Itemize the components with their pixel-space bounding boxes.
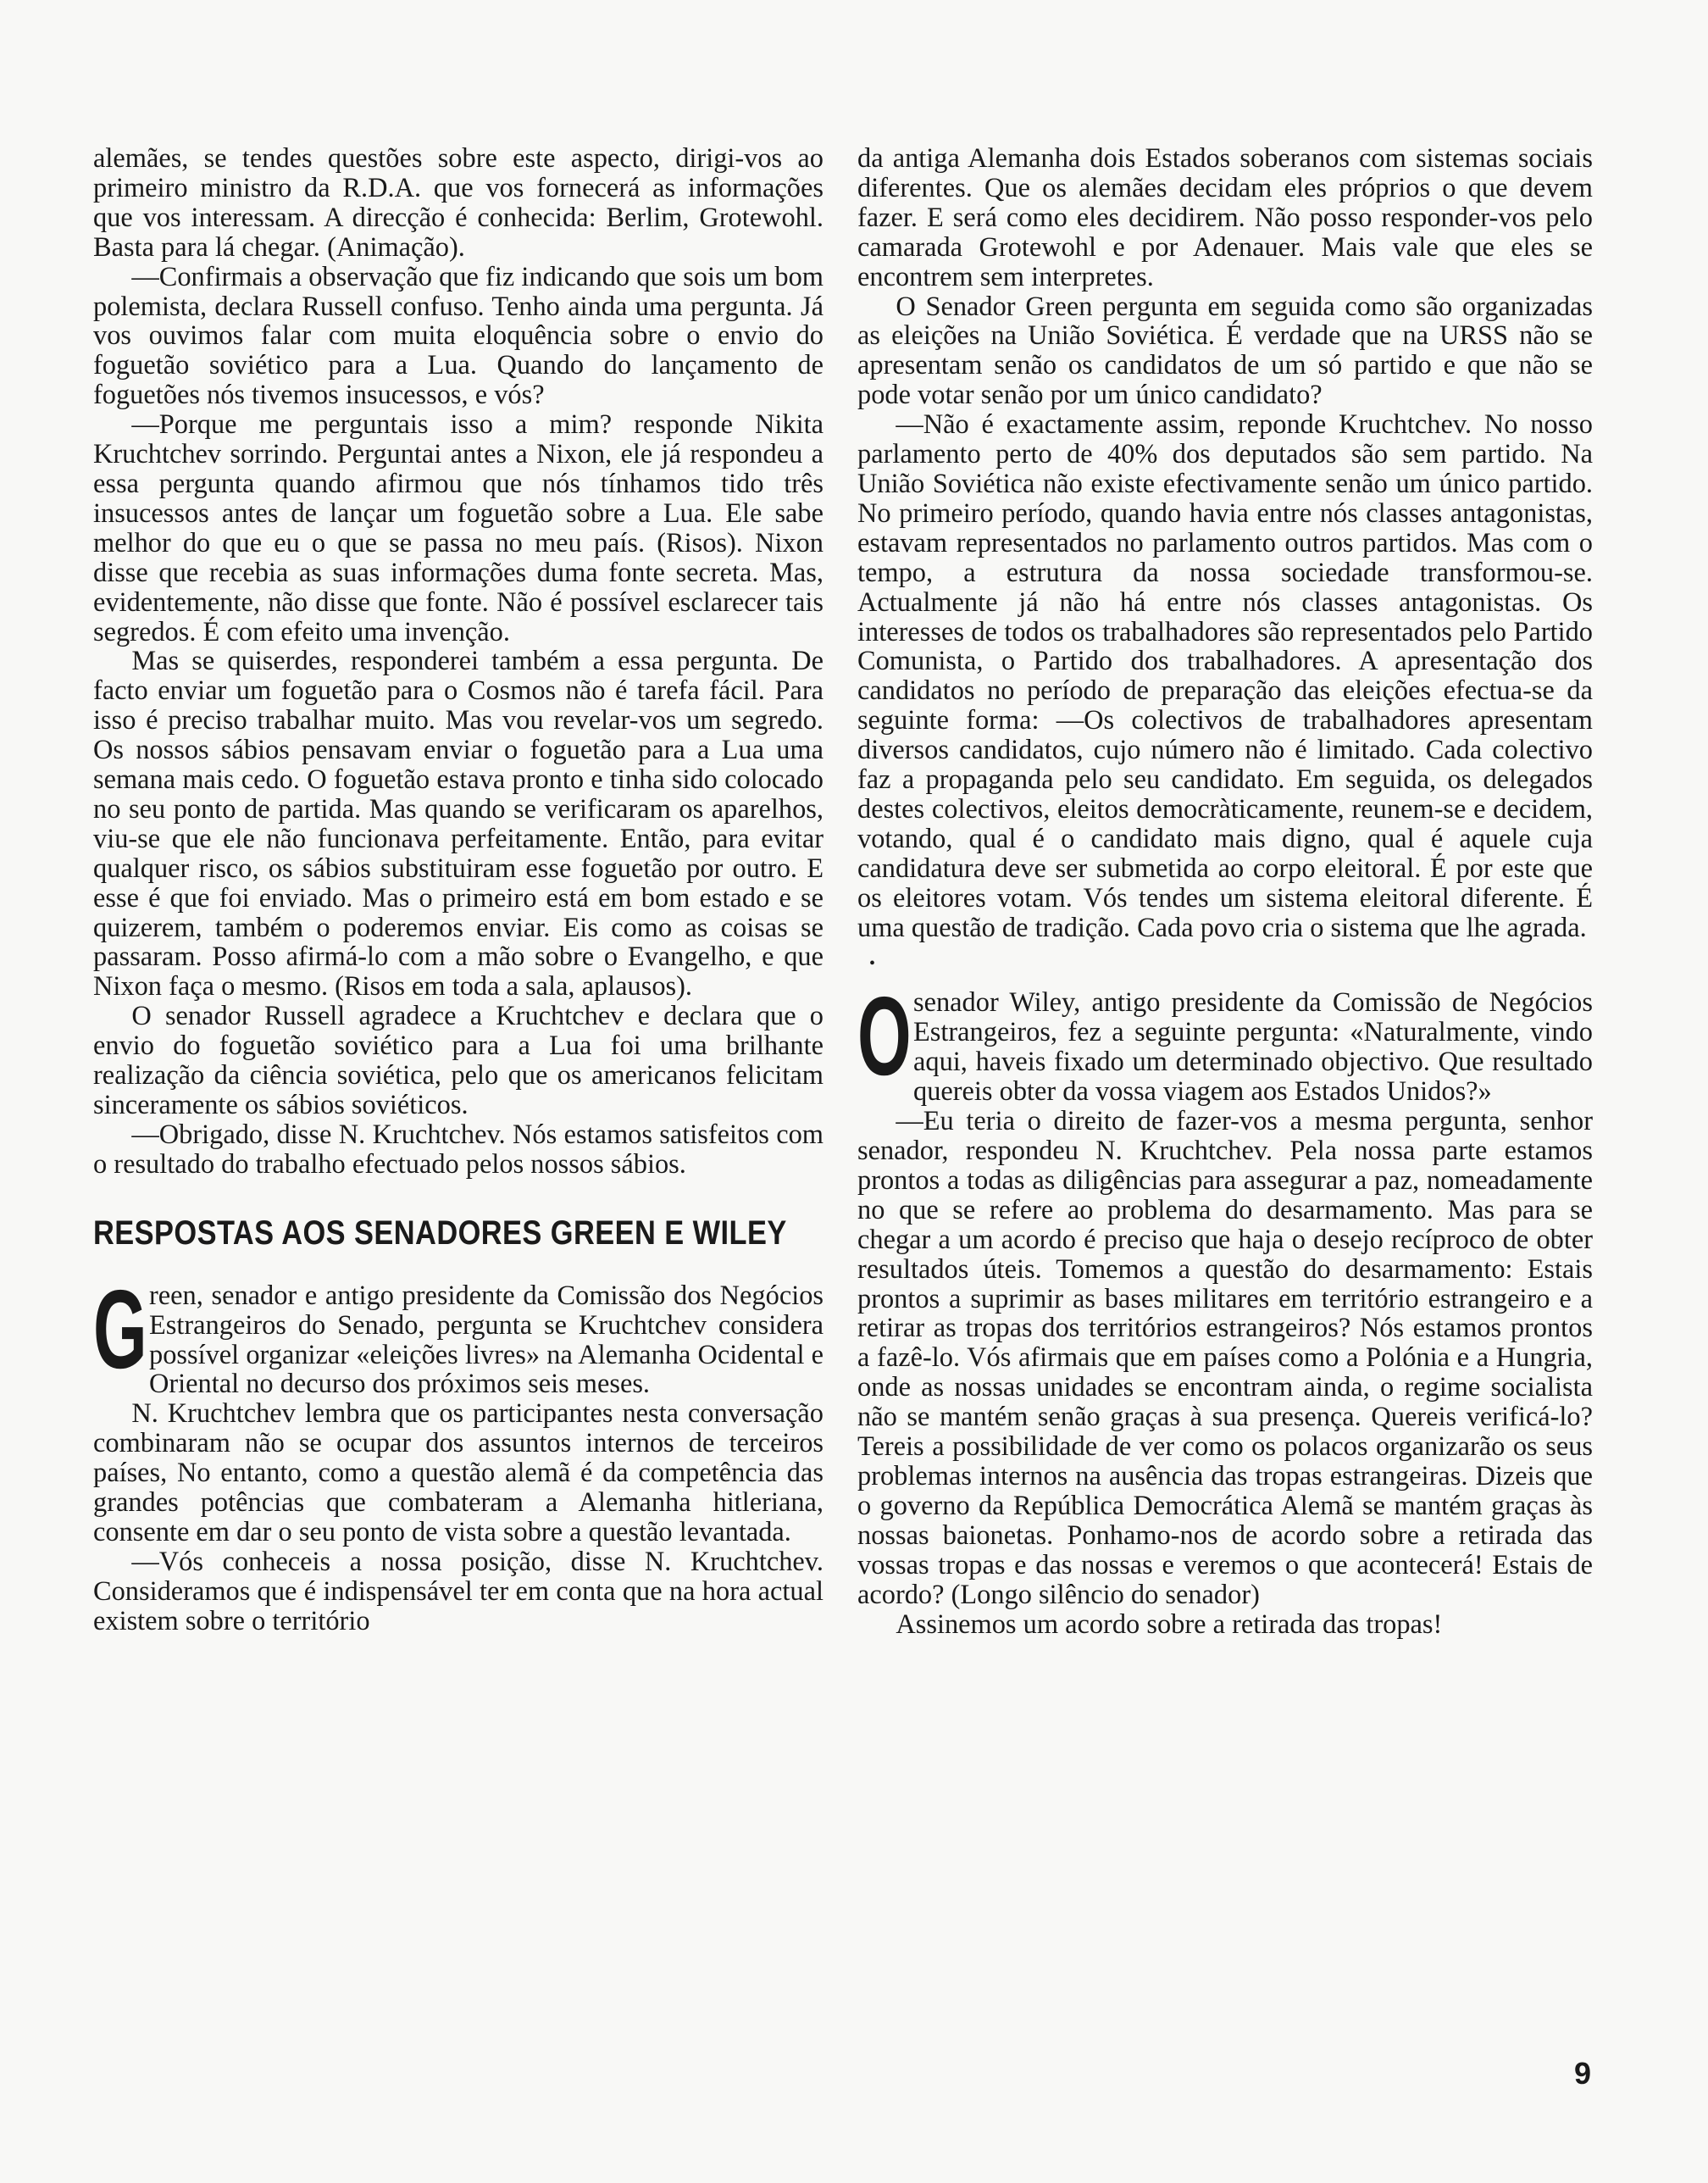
wiley-intro-text: senador Wiley, antigo presidente da Comissão de Negócios Estrangeiros, fez a seguinte pergunta: «Naturalmente, vindo aqui, haveis fixado um determinado objectivo. Que resultado quereis obter da vossa viagem aos Estados Unidos?» [913, 987, 1593, 1108]
right-paragraph-2: O Senador Green pergunta em seguida como são organizadas as eleições na União Soviética. É verdade que na URSS não se apresentam senão os candidatos de um só partido e que não se pode votar senão por um único candidato? [857, 291, 1593, 411]
right-paragraph-5: Assinemos um acordo sobre a retirada das tropas! [896, 1608, 1443, 1640]
drop-cap-g: G [93, 1266, 147, 1391]
section-break [857, 942, 1593, 988]
left-paragraph-5: O senador Russell agradece a Kruchtchev e declara que o envio do foguetão soviético para a Lua foi uma brilhante realização da ciência soviética, pelo que os americanos felicitam sinceramente os sábios soviéticos. [93, 1001, 824, 1120]
left-paragraph-4: Mas se quiserdes, responderei também a essa pergunta. De facto enviar um foguetão para o Cosmos não é tarefa fácil. Para isso é preciso trabalhar muito. Mas vou revelar-vos um segredo. Os nossos sábios pensavam enviar o foguetão para a Lua uma semana mais cedo. O foguetão estava pronto e tinha sido colocado no seu ponto de partida. Mas quando se verificaram os aparelhos, viu-se que ele não funcionava perfeitamente. Então, para evitar qualquer risco, os sábios substituiram esse foguetão por outro. E esse é que foi enviado. Mas o primeiro está em bom estado e se quizerem, também o poderemos enviar. Eis como as coisas se passaram. Posso afirmá-lo com a mão sobre o Evangelho, e que Nixon faça o mesmo. (Risos em toda a sala, aplausos). [93, 646, 824, 1003]
left-column [93, 144, 824, 1636]
right-paragraph-3: —Não é exactamente assim, reponde Kruchtchev. No nosso parlamento perto de 40% dos deputados são sem partido. Na União Soviética não existe efectivamente senão um único partido. No primeiro período, quando havia entre nós classes antagonistas, estavam representados no parlamento outros partidos. Mas com o tempo, a estrutura da nossa sociedade transformou-se. Actualmente já não há entre nós classes antagonistas. Os interesses de todos os trabalhadores são representados pelo Partido Comunista, o Partido dos trabalhadores. A apresentação dos candidatos no período de preparação das eleições efectua-se da seguinte forma: —Os colectivos de trabalhadores apresentam diversos candidatos, cujo número não é limitado. Cada colectivo faz a propaganda pelo seu candidato. Em seguida, os delegados destes colectivos, eleitos democràticamente, reunem-se e decidem, votando, qual é o candidato mais digno, qual é aquele cuja candidatura deve ser submetida ao corpo eleitoral. É por este que os eleitores votam. Vós tendes um sistema eleitoral diferente. É uma questão de tradição. Cada povo cria o sistema que lhe agrada. [857, 409, 1593, 943]
green-intro-text: reen, senador e antigo presidente da Comissão dos Negócios Estrangeiros do Senado, pergunta se Kruchtchev considera possível organizar «eleições livres» na Alemanha Ocidental e Oriental no decurso dos próximos seis meses. [149, 1280, 824, 1400]
green-intro-paragraph [93, 1266, 824, 1400]
page-number: 9 [1573, 2056, 1591, 2091]
right-paragraph-4: —Eu teria o direito de fazer-vos a mesma pergunta, senhor senador, respondeu N. Kruchtchev. Pela nossa parte estamos prontos a todas as diligências para assegurar a paz, nomeadamente no que se refere ao problema do desarmamento. Mas para se chegar a um acordo é preciso que haja o desejo recíproco de obter resultados úteis. Tomemos a questão do desarmamento: Estais prontos a suprimir as bases militares em território estrangeiro e a retirar as tropas dos territórios estrangeiros? Nós estamos prontos a fazê-lo. Vós afirmais que em países como a Polónia e a Hungria, onde as nossas unidades se encontram ainda, o regime socialista não se mantém senão graças à sua presença. Quereis verificá-lo? Tereis a possibilidade de ver como os polacos organizarão os seus problemas internos na ausência das tropas estrangeiras. Dizeis que o governo da República Democrática Alemã se mantém graças às nossas baionetas. Ponhamo-nos de acordo sobre a retirada das vossas tropas e das nossas e veremos o que acontecerá! Estais de acordo? (Longo silêncio do senador) [857, 1106, 1593, 1610]
left-paragraph-6: —Obrigado, disse N. Kruchtchev. Nós estamos satisfeitos com o resultado do trabalho efectuado pelos nossos sábios. [93, 1119, 824, 1180]
right-paragraph-1: da antiga Alemanha dois Estados soberanos com sistemas sociais diferentes. Que os alemães decidam eles próprios o que devem fazer. E será como eles decidirem. Não posso responder-vos pelo camarada Grotewohl e por Adenauer. Mais vale que eles se encontrem sem interpretes. [857, 143, 1593, 292]
section-heading: RESPOSTAS AOS SENADORES GREEN E WILEY [93, 1214, 787, 1252]
right-column [857, 144, 1593, 1639]
left-paragraph-3: —Porque me perguntais isso a mim? responde Nikita Kruchtchev sorrindo. Perguntai antes a Nixon, ele já respondeu a essa pergunta quando afirmou que nós tínhamos tido três insucessos antes de lançar um foguetão sobre a Lua. Ele sabe melhor do que eu o que se passa no meu país. (Risos). Nixon disse que recebia as suas informações duma fonte secreta. Mas, evidentemente, não disse que fonte. Não é possível esclarecer tais segredos. É com efeito uma invenção. [93, 409, 824, 647]
left-paragraph-2: —Confirmais a observação que fiz indicando que sois um bom polemista, declara Russell confuso. Tenho ainda uma pergunta. Já vos ouvimos falar com muita eloquência sobre o envio do foguetão soviético para a Lua. Quando do lançamento de foguetões nós tivemos insucessos, e vós? [93, 261, 824, 411]
left-paragraph-8: —Vós conheceis a nossa posição, disse N. Kruchtchev. Consideramos que é indispensável ter em conta que na hora actual existem sobre o território [93, 1546, 824, 1636]
wiley-intro-paragraph [857, 974, 1593, 1108]
left-paragraph-1: alemães, se tendes questões sobre este aspecto, dirigi-vos ao primeiro ministro da R.D.A. que vos fornecerá as informações que vos interessam. A direcção é conhecida: Berlim, Grotewohl. Basta para lá chegar. (Animação). [93, 143, 824, 263]
drop-cap-o: O [857, 974, 912, 1099]
bullet-mark: • [869, 954, 876, 974]
left-paragraph-7: N. Kruchtchev lembra que os participantes nesta conversação combinaram não se ocupar dos assuntos internos de terceiros países, No entanto, como a questão alemã é da competência das grandes potências que combateram a Alemanha hitleriana, consente em dar o seu ponto de vista sobre a questão levantada. [93, 1398, 824, 1547]
